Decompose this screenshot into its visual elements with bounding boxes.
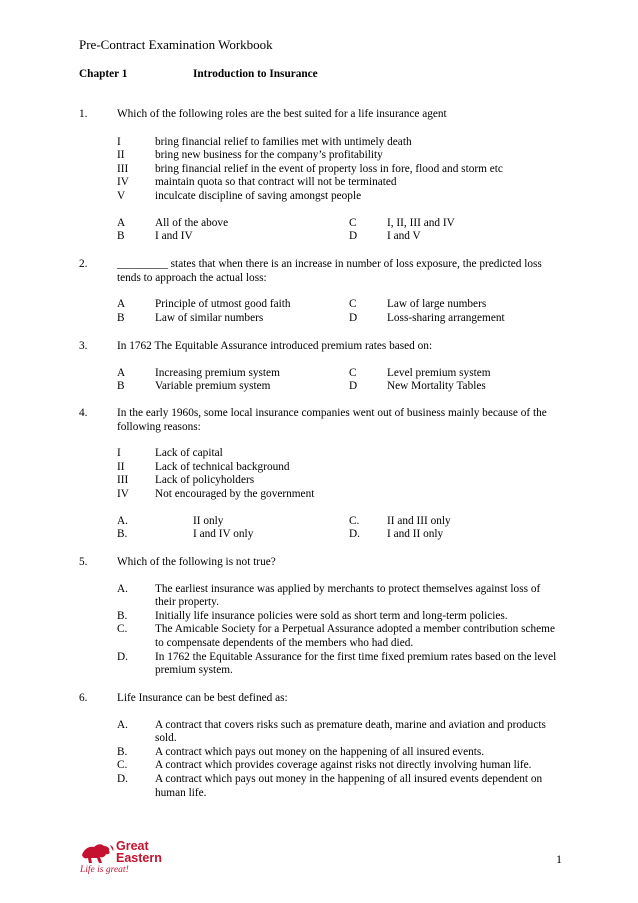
- statement-text: Not encouraged by the government: [155, 487, 315, 500]
- option-label: C.: [349, 514, 360, 527]
- answer-options: [117, 367, 569, 394]
- question-number: 4.: [79, 407, 88, 419]
- statement-label: II: [117, 460, 125, 473]
- statement-label: IV: [117, 487, 129, 500]
- choice-item: [117, 773, 569, 800]
- statement-text: bring financial relief in the event of property loss in fore, flood and storm etc: [155, 162, 503, 175]
- choice-label: B.: [117, 609, 128, 622]
- choice-text: Initially life insurance policies were sold as short term and long-term policies.: [155, 609, 508, 622]
- option-text: I and IV only: [193, 528, 254, 541]
- statement-text: Lack of policyholders: [155, 474, 255, 487]
- question-text: Life Insurance can be best defined as:: [117, 692, 288, 704]
- choice-text: In 1762 the Equitable Assurance for the first time fixed premium rates based on the level premium system.: [155, 650, 557, 677]
- statement-text: Lack of technical background: [155, 460, 290, 473]
- choice-list: [117, 719, 569, 801]
- option-text: Increasing premium system: [155, 366, 280, 379]
- question-text: In the early 1960s, some local insurance companies went out of business mainly because of the following reasons:: [117, 407, 547, 433]
- statement-row: [117, 163, 569, 177]
- page-header: Pre-Contract Examination Workbook: [79, 37, 273, 52]
- answer-options: [117, 217, 569, 244]
- option-label: B: [117, 380, 125, 393]
- option-row: [117, 367, 569, 381]
- option-row: [117, 528, 569, 542]
- option-text: Law of similar numbers: [155, 311, 264, 324]
- statement-list: [117, 136, 569, 204]
- option-text: I and IV: [155, 230, 193, 243]
- option-label: A: [117, 216, 126, 229]
- option-label: B.: [117, 528, 128, 541]
- statement-text: maintain quota so that contract will not be terminated: [155, 176, 397, 189]
- option-text: I, II, III and IV: [387, 216, 455, 229]
- answer-options: [117, 515, 569, 542]
- choice-label: D.: [117, 650, 128, 663]
- option-label: C: [349, 216, 357, 229]
- option-row: [117, 217, 569, 231]
- option-text: Law of large numbers: [387, 298, 487, 311]
- choice-label: A.: [117, 718, 128, 731]
- choice-item: [117, 746, 569, 760]
- option-text: Loss-sharing arrangement: [387, 311, 505, 324]
- statement-row: [117, 176, 569, 190]
- option-row: [117, 380, 569, 394]
- option-text: II and III only: [387, 514, 451, 527]
- choice-item: [117, 719, 569, 746]
- statement-label: V: [117, 189, 126, 202]
- option-row: [117, 515, 569, 529]
- answer-options: [117, 298, 569, 325]
- choice-item: [117, 759, 569, 773]
- choice-item: [117, 583, 569, 610]
- choice-label: A.: [117, 582, 128, 595]
- chapter-heading: [79, 68, 318, 82]
- statement-row: [117, 136, 569, 150]
- question-text: Which of the following is not true?: [117, 556, 276, 568]
- statement-label: I: [117, 135, 121, 148]
- choice-text: A contract which pays out money on the happening of all insured events.: [155, 745, 485, 758]
- statement-text: Lack of capital: [155, 447, 223, 460]
- statement-row: [117, 474, 569, 488]
- option-text: I and II only: [387, 528, 444, 541]
- logo-name-line1: Great: [116, 839, 149, 853]
- statement-row: [117, 190, 569, 204]
- option-row: [117, 230, 569, 244]
- option-row: [117, 298, 569, 312]
- statement-text: bring financial relief to families met with untimely death: [155, 135, 412, 148]
- question-number: 2.: [79, 258, 88, 270]
- statement-label: III: [117, 474, 129, 487]
- choice-item: [117, 610, 569, 624]
- question-text: Which of the following roles are the best suited for a life insurance agent: [117, 108, 447, 120]
- question-2: [79, 258, 569, 325]
- choice-label: B.: [117, 745, 128, 758]
- choice-text: A contract that covers risks such as premature death, marine and aviation and products sold.: [155, 718, 546, 745]
- logo-tagline: Life is great!: [80, 865, 129, 875]
- option-text: Principle of utmost good faith: [155, 298, 291, 311]
- page-number: 1: [556, 852, 562, 866]
- statement-text: bring new business for the company’s profitability: [155, 149, 383, 162]
- question-text: In 1762 The Equitable Assurance introduced premium rates based on:: [117, 340, 433, 352]
- option-label: B: [117, 230, 125, 243]
- question-5: [79, 556, 569, 678]
- statement-row: [117, 447, 569, 461]
- option-label: D.: [349, 528, 360, 541]
- option-label: A.: [117, 514, 128, 527]
- option-row: [117, 312, 569, 326]
- statement-list: [117, 447, 569, 501]
- statement-label: II: [117, 149, 125, 162]
- logo-name-line2: Eastern: [116, 851, 162, 865]
- statement-text: inculcate discipline of saving amongst people: [155, 189, 362, 202]
- choice-label: D.: [117, 772, 128, 785]
- logo-wordmark: [116, 840, 162, 864]
- question-number: 1.: [79, 108, 88, 120]
- option-text: I and V: [387, 230, 421, 243]
- statement-label: III: [117, 162, 129, 175]
- chapter-title: Introduction to Insurance: [193, 68, 318, 80]
- lion-icon: [80, 841, 116, 865]
- question-4: [79, 407, 569, 542]
- choice-label: C.: [117, 623, 128, 636]
- question-1: [79, 108, 569, 244]
- choice-text: The earliest insurance was applied by merchants to protect themselves against loss of their property.: [155, 582, 541, 609]
- option-label: D: [349, 380, 358, 393]
- choice-list: [117, 583, 569, 678]
- option-label: C: [349, 298, 357, 311]
- option-label: B: [117, 311, 125, 324]
- option-text: Variable premium system: [155, 380, 271, 393]
- choice-item: [117, 651, 569, 678]
- option-text: All of the above: [155, 216, 229, 229]
- statement-row: [117, 461, 569, 475]
- question-number: 6.: [79, 692, 88, 704]
- chapter-label: Chapter 1: [79, 68, 128, 80]
- choice-text: The Amicable Society for a Perpetual Assurance adopted a member contribution scheme to compensate dependents of the members who had died.: [155, 623, 555, 649]
- choice-text: A contract which pays out money in the happening of all insured events dependent on human life.: [155, 772, 543, 799]
- option-text: Level premium system: [387, 366, 491, 379]
- choice-text: A contract which provides coverage against risks not directly involving human life.: [155, 759, 532, 772]
- statement-label: IV: [117, 176, 129, 189]
- question-number: 5.: [79, 556, 88, 568]
- option-label: D: [349, 230, 358, 243]
- option-text: II only: [193, 514, 224, 527]
- great-eastern-logo: [80, 838, 170, 878]
- question-3: [79, 340, 569, 394]
- option-label: D: [349, 311, 358, 324]
- option-label: C: [349, 366, 357, 379]
- choice-label: C.: [117, 759, 128, 772]
- question-number: 3.: [79, 340, 88, 352]
- statement-label: I: [117, 447, 121, 460]
- choice-item: [117, 623, 569, 650]
- question-text: _________ states that when there is an increase in number of loss exposure, the predicted loss tends to approach the actual loss:: [117, 258, 542, 284]
- option-text: New Mortality Tables: [387, 380, 486, 393]
- question-6: [79, 692, 569, 800]
- statement-row: [117, 149, 569, 163]
- option-label: A: [117, 298, 126, 311]
- statement-row: [117, 488, 569, 502]
- option-label: A: [117, 366, 126, 379]
